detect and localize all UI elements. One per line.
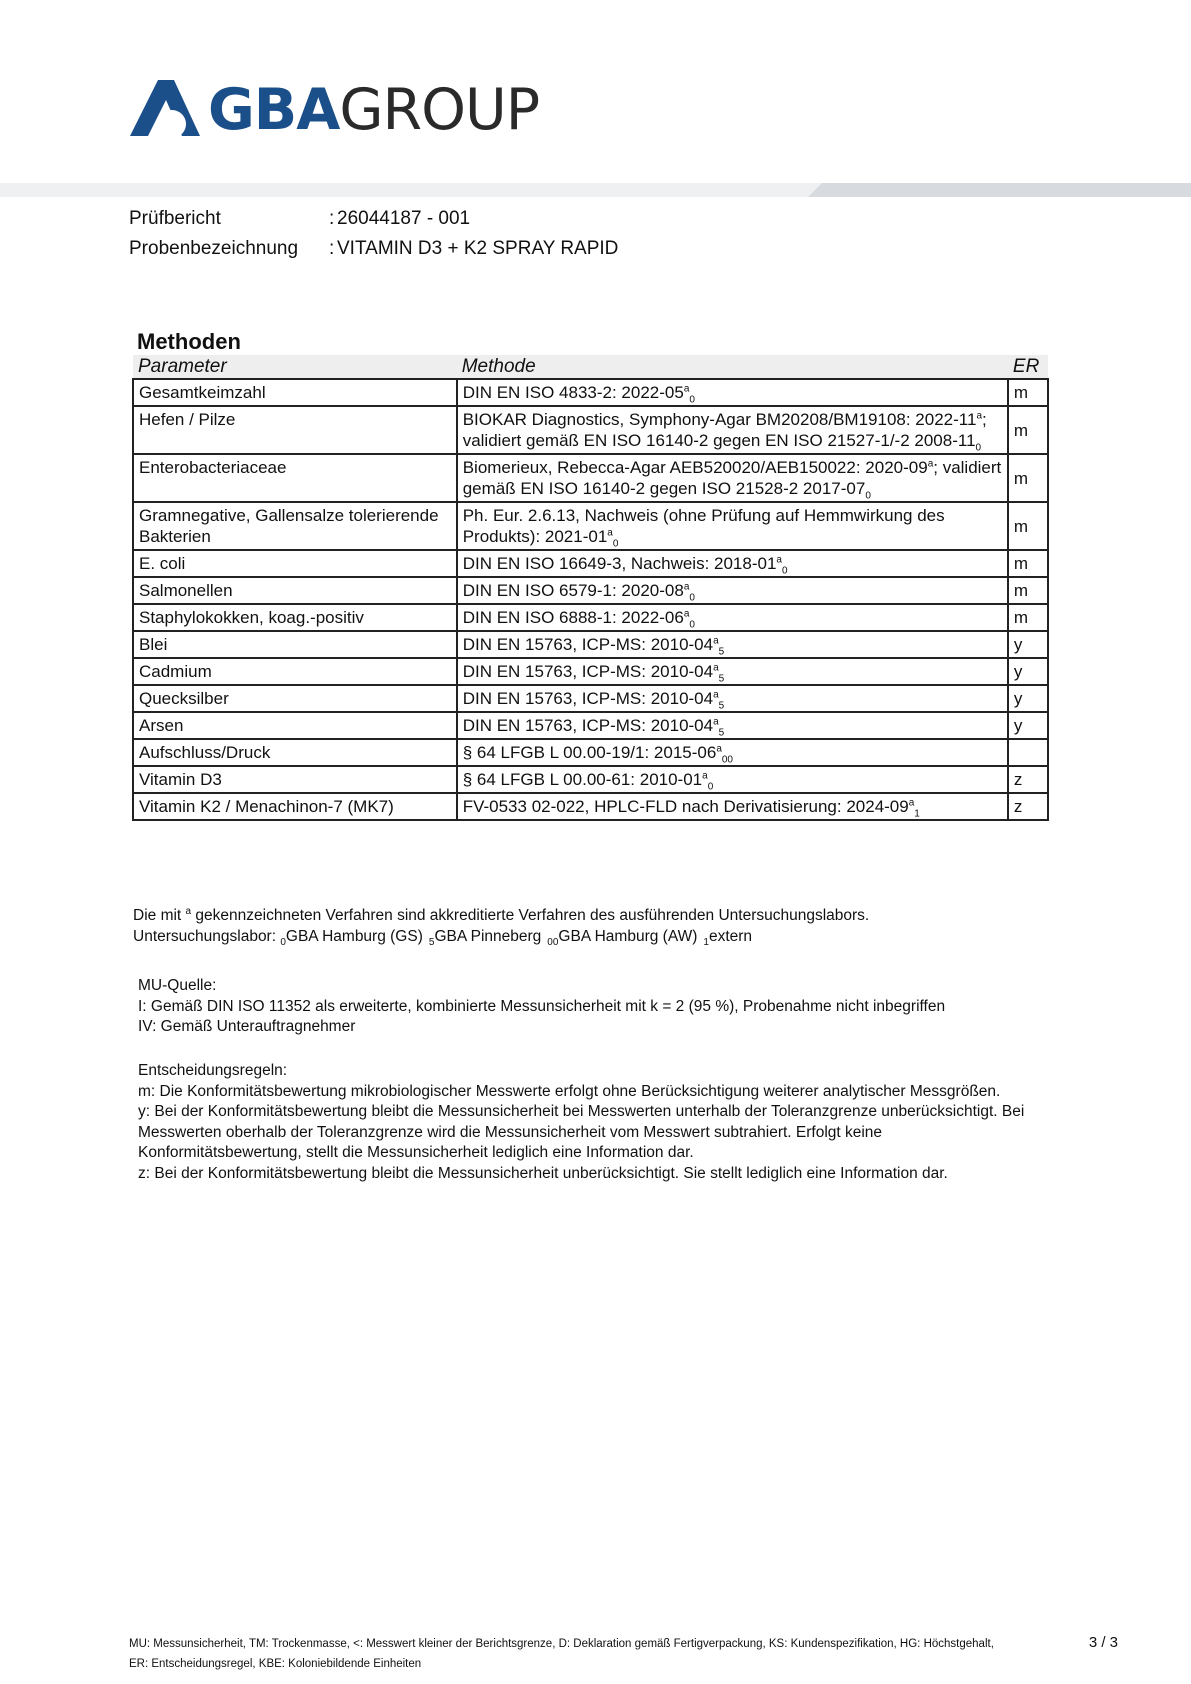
er-cell: z: [1008, 766, 1048, 793]
method-text: BIOKAR Diagnostics, Symphony-Agar BM20208/BM19108: 2022-11: [462, 410, 977, 429]
report-meta: [129, 208, 618, 268]
accreditation-line: [133, 906, 869, 927]
accredited-marker: a: [683, 383, 690, 395]
er-cell: m: [1008, 379, 1048, 406]
parameter-cell: Hefen / Pilze: [133, 406, 457, 454]
lab-name: GBA Hamburg (AW): [558, 927, 698, 945]
logo-mark-icon: [130, 78, 202, 142]
report-number-label: Prüfbericht: [129, 208, 221, 229]
accredited-marker: a: [713, 716, 719, 728]
logo-wordmark: [208, 76, 540, 143]
method-text: DIN EN 15763, ICP-MS: 2010-04: [462, 662, 714, 681]
method-cell: [457, 631, 1008, 658]
accredited-marker: a: [927, 458, 934, 470]
er-cell: y: [1008, 658, 1048, 685]
lab-code: 5: [718, 700, 725, 712]
er-cell: [1008, 739, 1048, 766]
er-cell: y: [1008, 685, 1048, 712]
logo-text-gba: GBA: [208, 76, 340, 143]
lab-name: GBA Hamburg (GS): [285, 927, 423, 945]
method-text-cont: ; validiert gemäß EN ISO 16140-2 gegen ISO 21528-2 2017-07: [462, 458, 1002, 498]
accreditation-text-suffix: gekennzeichneten Verfahren sind akkreditierte Verfahren des ausführenden Untersuchungslabors.: [191, 907, 870, 924]
lab-code: 0: [707, 781, 714, 793]
lab-code: 0: [280, 936, 286, 948]
method-cell: [457, 712, 1008, 739]
method-text: DIN EN 15763, ICP-MS: 2010-04: [462, 716, 714, 735]
accredited-marker: a: [713, 662, 719, 674]
lab-code: 00: [547, 936, 559, 948]
er-cell: m: [1008, 550, 1048, 577]
lab-name: extern: [708, 927, 753, 945]
method-cell: [457, 502, 1008, 550]
accreditation-text-prefix: Die mit: [133, 907, 186, 924]
table-row: [133, 577, 1048, 604]
method-cell: [457, 739, 1008, 766]
lab-code: 5: [718, 646, 725, 658]
accredited-marker: a: [607, 527, 613, 539]
table-row: [133, 406, 1048, 454]
labs-line: [133, 927, 869, 948]
parameter-cell: Salmonellen: [133, 577, 457, 604]
decision-rule-line: Konformitätsbewertung, stellt die Messunsicherheit lediglich eine Information dar.: [138, 1144, 694, 1161]
footer-line: ER: Entscheidungsregel, KBE: Koloniebildende Einheiten: [129, 1658, 422, 1670]
er-cell: m: [1008, 577, 1048, 604]
method-text: DIN EN ISO 16649-3, Nachweis: 2018-01: [462, 554, 777, 573]
accredited-marker: a: [776, 554, 782, 566]
column-header-parameter: Parameter: [133, 355, 457, 379]
parameter-cell: Blei: [133, 631, 457, 658]
method-cell: [457, 604, 1008, 631]
parameter-cell: Cadmium: [133, 658, 457, 685]
decision-rule-line: m: Die Konformitätsbewertung mikrobiologischer Messwerte erfolgt ohne Berücksichtigung weiterer analytischer Messgrößen.: [138, 1082, 1001, 1100]
method-text: § 64 LFGB L 00.00-61: 2010-01: [462, 770, 703, 789]
method-text-cont: ; validiert gemäß EN ISO 16140-2 gegen EN ISO 21527-1/-2 2008-11: [462, 410, 987, 450]
mu-source-line: IV: Gemäß Unterauftragnehmer: [138, 1018, 356, 1035]
method-cell: [457, 550, 1008, 577]
method-text: DIN EN ISO 4833-2: 2022-05: [462, 383, 684, 402]
lab-code: 5: [718, 673, 725, 685]
sample-name-row: [129, 238, 618, 268]
header-divider-band: [0, 183, 1191, 197]
accredited-marker: a: [683, 608, 690, 620]
column-header-method: Methode: [457, 355, 1008, 379]
method-text: DIN EN ISO 6888-1: 2022-06: [462, 608, 684, 627]
method-text: Biomerieux, Rebecca-Agar AEB520020/AEB150022: 2020-09: [462, 458, 928, 477]
mu-source-line: I: Gemäß DIN ISO 11352 als erweiterte, kombinierte Messunsicherheit mit k = 2 (95 %), Probenahme nicht inbegriffen: [138, 997, 946, 1015]
parameter-cell: E. coli: [133, 550, 457, 577]
sample-name-value: VITAMIN D3 + K2 SPRAY RAPID: [337, 238, 619, 259]
method-text: Ph. Eur. 2.6.13, Nachweis (ohne Prüfung auf Hemmwirkung des Produkts): 2021-01: [462, 506, 945, 546]
report-number-row: [129, 208, 618, 238]
table-row: [133, 550, 1048, 577]
accredited-marker: a: [908, 797, 915, 809]
header-band-light: [0, 183, 822, 197]
footer-line: MU: Messunsicherheit, TM: Trockenmasse, <: Messwert kleiner der Berichtsgrenze, D: Deklaration gemäß Fertigverpackung, KS: Kundenspezifikation, HG: Höchstgehalt,: [129, 1638, 994, 1650]
lab-code: 0: [689, 394, 695, 406]
lab-name: GBA Pinneberg: [434, 927, 542, 945]
method-text: DIN EN 15763, ICP-MS: 2010-04: [462, 635, 714, 654]
accreditation-note: [133, 906, 869, 947]
sample-name-label: Probenbezeichnung: [129, 238, 299, 259]
accredited-marker: a: [683, 581, 690, 593]
parameter-cell: Gramnegative, Gallensalze tolerierende Bakterien: [133, 502, 457, 550]
method-text: DIN EN ISO 6579-1: 2020-08: [462, 581, 684, 600]
lab-code: 00: [721, 754, 733, 766]
er-cell: m: [1008, 406, 1048, 454]
lab-code: 0: [975, 442, 982, 454]
table-row: [133, 766, 1048, 793]
method-cell: [457, 577, 1008, 604]
decision-rule-line: z: Bei der Konformitätsbewertung bleibt die Messunsicherheit unberücksichtigt. Sie stellt lediglich eine Information dar.: [138, 1164, 948, 1182]
methods-table: [132, 355, 1049, 821]
method-text: DIN EN 15763, ICP-MS: 2010-04: [462, 689, 714, 708]
method-cell: [457, 406, 1008, 454]
gba-group-logo: [130, 74, 539, 146]
er-cell: z: [1008, 793, 1048, 820]
labs-label: Untersuchungslabor:: [133, 927, 281, 945]
lab-code: 1: [703, 936, 709, 948]
decision-rules-title: Entscheidungsregeln:: [138, 1062, 288, 1079]
lab-code: 0: [781, 565, 788, 577]
lab-code: 0: [689, 619, 695, 631]
page-number: 3 / 3: [1088, 1634, 1118, 1651]
parameter-cell: Gesamtkeimzahl: [133, 379, 457, 406]
method-text: FV-0533 02-022, HPLC-FLD nach Derivatisierung: 2024-09: [462, 797, 909, 816]
header-band-dark: [808, 183, 1191, 197]
mu-source: [138, 976, 945, 1038]
table-row: [133, 379, 1048, 406]
lab-code: 5: [428, 936, 435, 948]
methods-table-header: [133, 355, 1048, 379]
method-cell: [457, 658, 1008, 685]
accredited-marker: a: [713, 635, 719, 647]
table-row: [133, 604, 1048, 631]
decision-rules: [138, 1061, 1024, 1184]
method-cell: [457, 685, 1008, 712]
method-cell: [457, 766, 1008, 793]
accreditation-sup: a: [185, 905, 192, 917]
er-cell: m: [1008, 454, 1048, 502]
methods-table-body: [133, 379, 1048, 820]
accredited-marker: a: [976, 410, 983, 422]
er-cell: m: [1008, 502, 1048, 550]
decision-rule-line: y: Bei der Konformitätsbewertung bleibt die Messunsicherheit bei Messwerten unterhalb der Toleranzgrenze unberücksichtigt. Bei: [138, 1103, 1025, 1120]
method-cell: [457, 454, 1008, 502]
table-row: [133, 454, 1048, 502]
lab-code: 5: [718, 727, 725, 739]
er-cell: m: [1008, 604, 1048, 631]
parameter-cell: Arsen: [133, 712, 457, 739]
methods-title: Methoden: [137, 329, 241, 354]
table-row: [133, 739, 1048, 766]
mu-source-title: MU-Quelle:: [138, 977, 217, 994]
table-row: [133, 712, 1048, 739]
accredited-marker: a: [716, 743, 722, 755]
parameter-cell: Staphylokokken, koag.-positiv: [133, 604, 457, 631]
method-text: § 64 LFGB L 00.00-19/1: 2015-06: [462, 743, 717, 762]
table-row: [133, 793, 1048, 820]
parameter-cell: Enterobacteriaceae: [133, 454, 457, 502]
lab-code: 0: [865, 490, 871, 502]
method-cell: [457, 793, 1008, 820]
table-row: [133, 502, 1048, 550]
lab-code: 1: [914, 808, 920, 820]
separator: :: [329, 208, 335, 229]
method-cell: [457, 379, 1008, 406]
decision-rule-line: Messwerten oberhalb der Toleranzgrenze wird die Messunsicherheit vom Messwert subtrahiert. Erfolgt keine: [138, 1123, 883, 1141]
parameter-cell: Quecksilber: [133, 685, 457, 712]
accredited-marker: a: [713, 689, 719, 701]
separator: :: [329, 238, 335, 259]
lab-code: 0: [612, 538, 619, 550]
logo-text-group: GROUP: [339, 76, 540, 143]
footer-legend: [129, 1634, 994, 1674]
parameter-cell: Vitamin K2 / Menachinon-7 (MK7): [133, 793, 457, 820]
table-row: [133, 658, 1048, 685]
parameter-cell: Vitamin D3: [133, 766, 457, 793]
parameter-cell: Aufschluss/Druck: [133, 739, 457, 766]
table-row: [133, 685, 1048, 712]
er-cell: y: [1008, 631, 1048, 658]
report-number-value: 26044187 - 001: [337, 208, 471, 229]
accredited-marker: a: [702, 770, 708, 782]
table-row: [133, 631, 1048, 658]
er-cell: y: [1008, 712, 1048, 739]
column-header-er: ER: [1008, 355, 1048, 379]
lab-code: 0: [689, 592, 695, 604]
